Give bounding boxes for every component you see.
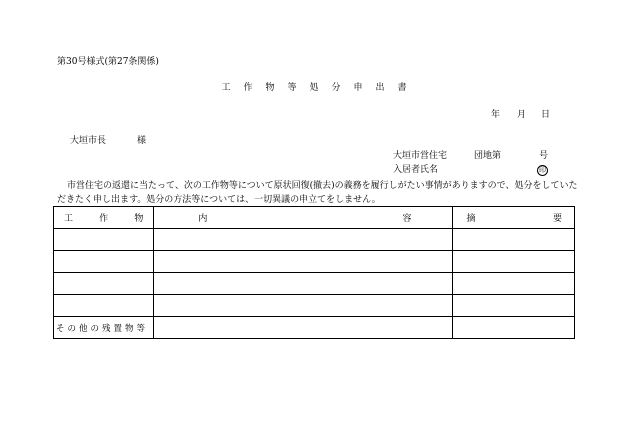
row-remarks-cell[interactable]: [452, 295, 574, 317]
seal-icon: [537, 165, 548, 176]
applicant-name-label: 入居者氏名: [393, 165, 439, 175]
date-year-label: 年: [491, 110, 501, 120]
header-item-char: 物: [134, 214, 144, 224]
applicant-housing-label: 大垣市営住宅: [393, 151, 448, 161]
addressee-name: 大垣市長: [70, 136, 107, 146]
header-remarks: [452, 207, 574, 229]
header-content: [154, 207, 452, 229]
row-item-cell[interactable]: [54, 251, 154, 273]
date-month-label: 月: [517, 110, 527, 120]
declaration-text: 市営住宅の返還に当たって、次の工作物等について原状回復(撤去)の義務を履行しがたい事情がありますので、処分をしていただきたく申し出ます。処分の方法等については、一切異議の申立てをしません。: [57, 181, 578, 205]
table-row: [54, 251, 575, 273]
row-content-cell[interactable]: [154, 295, 452, 317]
row-content-cell[interactable]: [154, 229, 452, 251]
row-item-cell[interactable]: [54, 229, 154, 251]
row-content-cell[interactable]: [154, 317, 452, 339]
table-row: [54, 317, 575, 339]
form-number: 第30号様式(第27条関係): [57, 57, 159, 67]
table-row: [54, 273, 575, 295]
header-item: [54, 207, 154, 229]
table-row: [54, 229, 575, 251]
row-remarks-cell[interactable]: [452, 273, 574, 295]
table-row: [54, 295, 575, 317]
header-item-char: 工: [64, 214, 74, 224]
row-remarks-cell[interactable]: [452, 317, 574, 339]
header-remarks-char: 摘: [466, 214, 476, 224]
header-content-char: 内: [198, 214, 208, 224]
row-remarks-cell[interactable]: [452, 251, 574, 273]
header-item-char: 作: [99, 214, 109, 224]
applicant-block-label: 団地第: [474, 151, 502, 161]
row-content-cell[interactable]: [154, 251, 452, 273]
applicant-number-label: 号: [539, 151, 549, 161]
addressee-honorific: 様: [137, 136, 147, 146]
seal-label: 印: [539, 166, 546, 174]
form-title: 工 作 物 等 処 分 申 出 書: [221, 83, 409, 93]
header-content-char: 容: [402, 214, 412, 224]
row-item-cell[interactable]: [54, 273, 154, 295]
row-item-cell-other: その他の残置物等: [54, 317, 154, 339]
date-day-label: 日: [541, 110, 551, 120]
table-header-row: [54, 207, 575, 229]
row-remarks-cell[interactable]: [452, 229, 574, 251]
row-item-cell[interactable]: [54, 295, 154, 317]
item-table: [53, 206, 575, 339]
row-content-cell[interactable]: [154, 273, 452, 295]
header-remarks-char: 要: [552, 214, 562, 224]
